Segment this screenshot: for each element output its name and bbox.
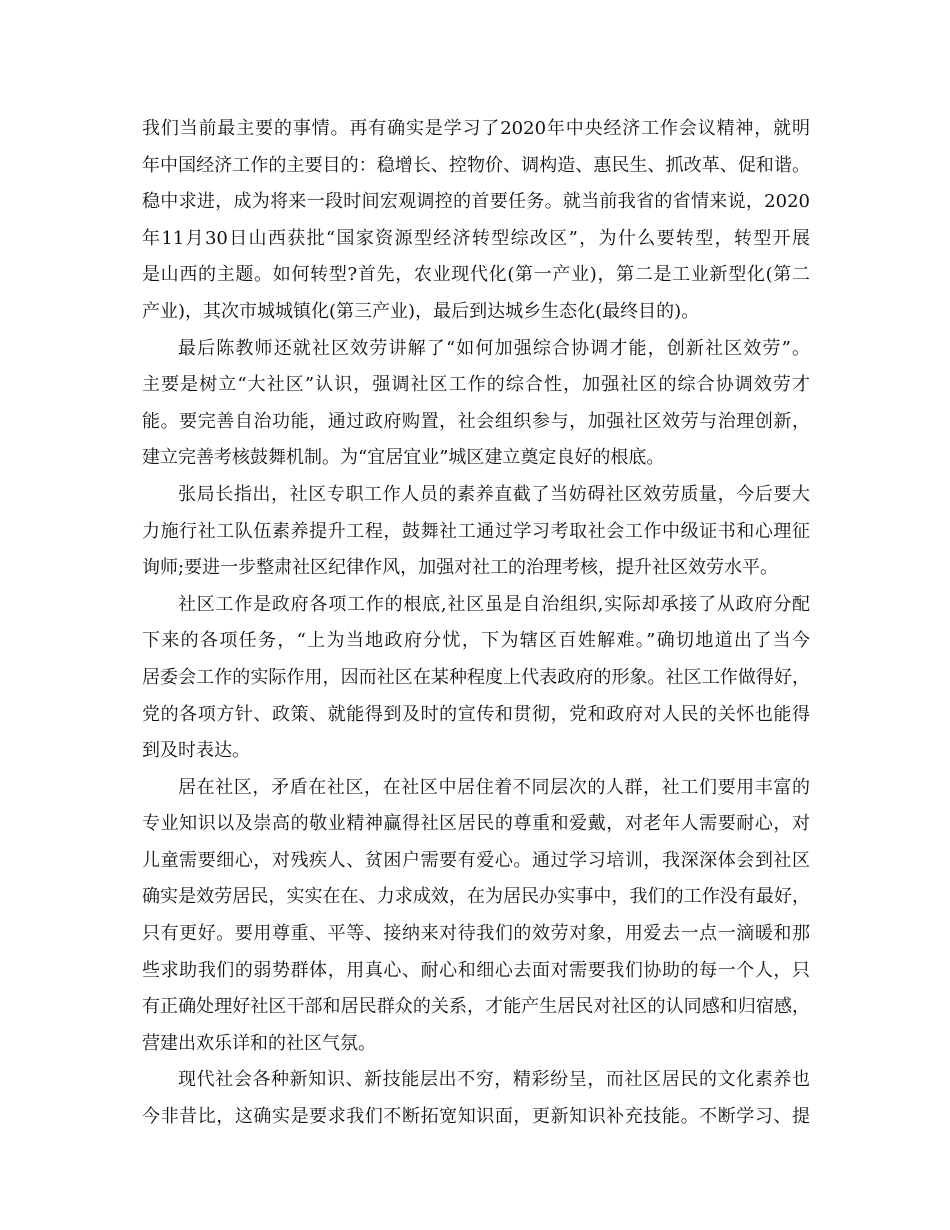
text-line: 居在社区，矛盾在社区，在社区中居住着不同层次的人群，社工们要用丰富的 <box>178 776 810 798</box>
text-line: 营建出欢乐详和的社区气氛。 <box>142 1032 376 1054</box>
text-line: 只有更好。要用尊重、平等、接纳来对待我们的效劳对象，用爱去一点一滴暖和那 <box>142 923 810 945</box>
text-line: 是山西的主题。如何转型?首先，农业现代化(第一产业)，第二是工业新型化(第二 <box>142 264 810 286</box>
text-line: 我们当前最主要的事情。再有确实是学习了2020年中央经济工作会议精神，就明 <box>142 118 810 139</box>
text-line: 稳中求进，成为将来一段时间宏观调控的首要任务。就当前我省的省情来说，2020 <box>142 191 810 213</box>
text-line: 产业)，其次市城城镇化(第三产业)，最后到达城乡生态化(最终目的)。 <box>142 300 700 322</box>
text-line: 年中国经济工作的主要目的：稳增长、控物价、调构造、惠民生、抓改革、促和谐。 <box>142 154 810 176</box>
text-line: 些求助我们的弱势群体，用真心、耐心和细心去面对需要我们协助的每一个人，只 <box>142 959 810 981</box>
text-line: 主要是树立“大社区”认识，强调社区工作的综合性，加强社区的综合协调效劳才 <box>142 374 810 396</box>
text-line: 专业知识以及崇高的敬业精神赢得社区居民的尊重和爱戴，对老年人需要耐心，对 <box>142 813 810 835</box>
paragraph <box>142 587 810 770</box>
text-line: 最后陈教师还就社区效劳讲解了“如何加强综合协调才能，创新社区效劳”。 <box>178 337 810 359</box>
text-line: 社区工作是政府各项工作的根底,社区虽是自治组织,实际却承接了从政府分配 <box>178 593 810 615</box>
text-line: 确实是效劳居民，实实在在、力求成效，在为居民办实事中，我们的工作没有最好， <box>142 886 810 908</box>
text-line: 儿童需要细心，对残疾人、贫困户需要有爱心。通过学习培训，我深深体会到社区 <box>142 849 810 871</box>
text-line: 询师;要进一步整肃社区纪律作风，加强对社工的治理考核，提升社区效劳水平。 <box>142 557 779 579</box>
text-line: 居委会工作的实际作用，因而社区在某种程度上代表政府的形象。社区工作做得好， <box>142 666 810 688</box>
paragraph <box>142 331 810 477</box>
text-line: 到及时表达。 <box>142 740 250 762</box>
text-line: 党的各项方针、政策、就能得到及时的宣传和贯彻，党和政府对人民的关怀也能得 <box>142 703 810 725</box>
document-body <box>142 111 810 1136</box>
text-line: 今非昔比，这确实是要求我们不断拓宽知识面，更新知识补充技能。不断学习、提 <box>142 1106 810 1128</box>
paragraph <box>142 770 810 1063</box>
text-line: 张局长指出，社区专职工作人员的素养直截了当妨碍社区效劳质量，今后要大 <box>178 483 810 505</box>
paragraph <box>142 477 810 587</box>
text-line: 现代社会各种新知识、新技能层出不穷，精彩纷呈，而社区居民的文化素养也 <box>178 1069 810 1091</box>
text-line: 力施行社工队伍素养提升工程，鼓舞社工通过学习考取社会工作中级证书和心理征 <box>142 520 810 542</box>
paragraph <box>142 1062 810 1135</box>
text-line: 年11月30日山西获批“国家资源型经济转型综改区”，为什么要转型，转型开展 <box>142 227 810 249</box>
text-line: 建立完善考核鼓舞机制。为“宜居宜业”城区建立奠定良好的根底。 <box>142 447 665 469</box>
paragraph <box>142 111 810 331</box>
text-line: 有正确处理好社区干部和居民群众的关系，才能产生居民对社区的认同感和归宿感， <box>142 996 810 1018</box>
text-line: 下来的各项任务，“上为当地政府分忧，下为辖区百姓解难。”确切地道出了当今 <box>142 630 810 652</box>
text-line: 能。要完善自治功能，通过政府购置，社会组织参与，加强社区效劳与治理创新， <box>142 410 810 432</box>
